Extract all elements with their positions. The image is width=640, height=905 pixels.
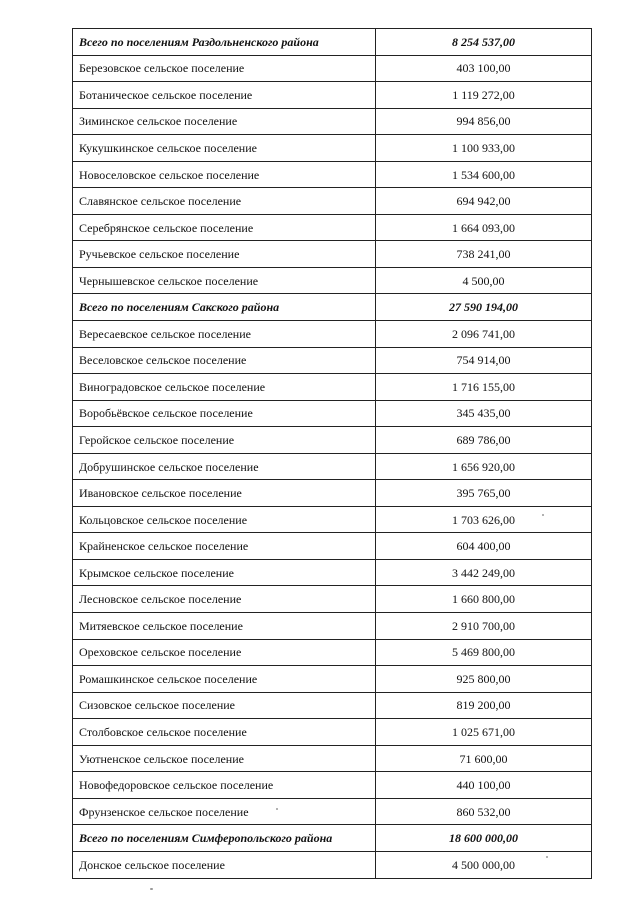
- settlement-row: [73, 427, 592, 454]
- settlement-row: [73, 241, 592, 268]
- district-total-label: Всего по поселениям Раздольненского района: [73, 29, 376, 56]
- settlement-name: Лесновское сельское поселение: [73, 586, 376, 613]
- settlement-amount: 4 500 000,00: [376, 851, 592, 878]
- settlement-amount: 2 096 741,00: [376, 321, 592, 348]
- settlement-amount: 71 600,00: [376, 745, 592, 772]
- settlement-row: [73, 798, 592, 825]
- settlement-amount: 1 534 600,00: [376, 161, 592, 188]
- settlement-row: [73, 55, 592, 82]
- district-total-amount: 8 254 537,00: [376, 29, 592, 56]
- settlement-name: Крымское сельское поселение: [73, 559, 376, 586]
- settlement-amount: 1 656 920,00: [376, 453, 592, 480]
- settlement-amount: 738 241,00: [376, 241, 592, 268]
- settlement-row: [73, 161, 592, 188]
- budget-allocation-table: [72, 28, 592, 879]
- settlement-amount: 754 914,00: [376, 347, 592, 374]
- table-body: [73, 29, 592, 879]
- district-total-row: [73, 29, 592, 56]
- settlement-name: Зиминское сельское поселение: [73, 108, 376, 135]
- settlement-amount: 1 100 933,00: [376, 135, 592, 162]
- settlement-row: [73, 108, 592, 135]
- settlement-row: [73, 135, 592, 162]
- settlement-amount: 1 660 800,00: [376, 586, 592, 613]
- settlement-name: Ботаническое сельское поселение: [73, 82, 376, 109]
- settlement-name: Геройское сельское поселение: [73, 427, 376, 454]
- settlement-row: [73, 533, 592, 560]
- settlement-amount: 994 856,00: [376, 108, 592, 135]
- settlement-name: Веселовское сельское поселение: [73, 347, 376, 374]
- settlement-row: [73, 214, 592, 241]
- settlement-name: Кукушкинское сельское поселение: [73, 135, 376, 162]
- settlement-amount: 1 703 626,00: [376, 506, 592, 533]
- district-total-row: [73, 294, 592, 321]
- settlement-name: Донское сельское поселение: [73, 851, 376, 878]
- settlement-amount: 1 025 671,00: [376, 719, 592, 746]
- settlement-amount: 1 119 272,00: [376, 82, 592, 109]
- settlement-name: Новофедоровское сельское поселение: [73, 772, 376, 799]
- settlement-amount: 5 469 800,00: [376, 639, 592, 666]
- settlement-row: [73, 480, 592, 507]
- settlement-name: Ореховское сельское поселение: [73, 639, 376, 666]
- settlement-name: Фрунзенское сельское поселение: [73, 798, 376, 825]
- settlement-name: Березовское сельское поселение: [73, 55, 376, 82]
- settlement-name: Митяевское сельское поселение: [73, 613, 376, 640]
- settlement-amount: 604 400,00: [376, 533, 592, 560]
- settlement-row: [73, 666, 592, 693]
- settlement-name: Ручьевское сельское поселение: [73, 241, 376, 268]
- settlement-name: Сизовское сельское поселение: [73, 692, 376, 719]
- settlement-row: [73, 267, 592, 294]
- settlement-amount: 395 765,00: [376, 480, 592, 507]
- settlement-amount: 925 800,00: [376, 666, 592, 693]
- scan-speck: [546, 856, 548, 858]
- settlement-row: [73, 851, 592, 878]
- settlement-row: [73, 639, 592, 666]
- settlement-name: Воробьёвское сельское поселение: [73, 400, 376, 427]
- settlement-row: [73, 82, 592, 109]
- settlement-amount: 819 200,00: [376, 692, 592, 719]
- settlement-name: Ивановское сельское поселение: [73, 480, 376, 507]
- settlement-name: Уютненское сельское поселение: [73, 745, 376, 772]
- settlement-amount: 4 500,00: [376, 267, 592, 294]
- settlement-name: Серебрянское сельское поселение: [73, 214, 376, 241]
- settlement-row: [73, 586, 592, 613]
- settlement-amount: 403 100,00: [376, 55, 592, 82]
- settlement-row: [73, 347, 592, 374]
- settlement-row: [73, 745, 592, 772]
- settlement-name: Ромашкинское сельское поселение: [73, 666, 376, 693]
- settlement-name: Виноградовское сельское поселение: [73, 374, 376, 401]
- settlement-name: Чернышевское сельское поселение: [73, 267, 376, 294]
- settlement-row: [73, 188, 592, 215]
- district-total-label: Всего по поселениям Сакского района: [73, 294, 376, 321]
- district-total-label: Всего по поселениям Симферопольского района: [73, 825, 376, 852]
- settlement-amount: 694 942,00: [376, 188, 592, 215]
- settlement-amount: 1 664 093,00: [376, 214, 592, 241]
- settlement-amount: 440 100,00: [376, 772, 592, 799]
- settlement-name: Столбовское сельское поселение: [73, 719, 376, 746]
- settlement-row: [73, 374, 592, 401]
- district-total-amount: 27 590 194,00: [376, 294, 592, 321]
- scan-speck: [542, 514, 544, 516]
- settlement-row: [73, 613, 592, 640]
- settlement-amount: 1 716 155,00: [376, 374, 592, 401]
- settlement-amount: 345 435,00: [376, 400, 592, 427]
- settlement-row: [73, 559, 592, 586]
- settlement-row: [73, 692, 592, 719]
- settlement-name: Крайненское сельское поселение: [73, 533, 376, 560]
- settlement-name: Вересаевское сельское поселение: [73, 321, 376, 348]
- settlement-name: Новоселовское сельское поселение: [73, 161, 376, 188]
- district-total-row: [73, 825, 592, 852]
- settlement-amount: 689 786,00: [376, 427, 592, 454]
- settlement-row: [73, 772, 592, 799]
- settlement-row: [73, 719, 592, 746]
- settlement-name: Славянское сельское поселение: [73, 188, 376, 215]
- settlement-amount: 860 532,00: [376, 798, 592, 825]
- district-total-amount: 18 600 000,00: [376, 825, 592, 852]
- settlement-row: [73, 400, 592, 427]
- scan-speck: [276, 808, 278, 810]
- scan-speck: [150, 888, 153, 890]
- settlement-row: [73, 506, 592, 533]
- settlement-amount: 3 442 249,00: [376, 559, 592, 586]
- settlement-name: Кольцовское сельское поселение: [73, 506, 376, 533]
- settlement-row: [73, 453, 592, 480]
- settlement-name: Добрушинское сельское поселение: [73, 453, 376, 480]
- settlement-amount: 2 910 700,00: [376, 613, 592, 640]
- settlement-row: [73, 321, 592, 348]
